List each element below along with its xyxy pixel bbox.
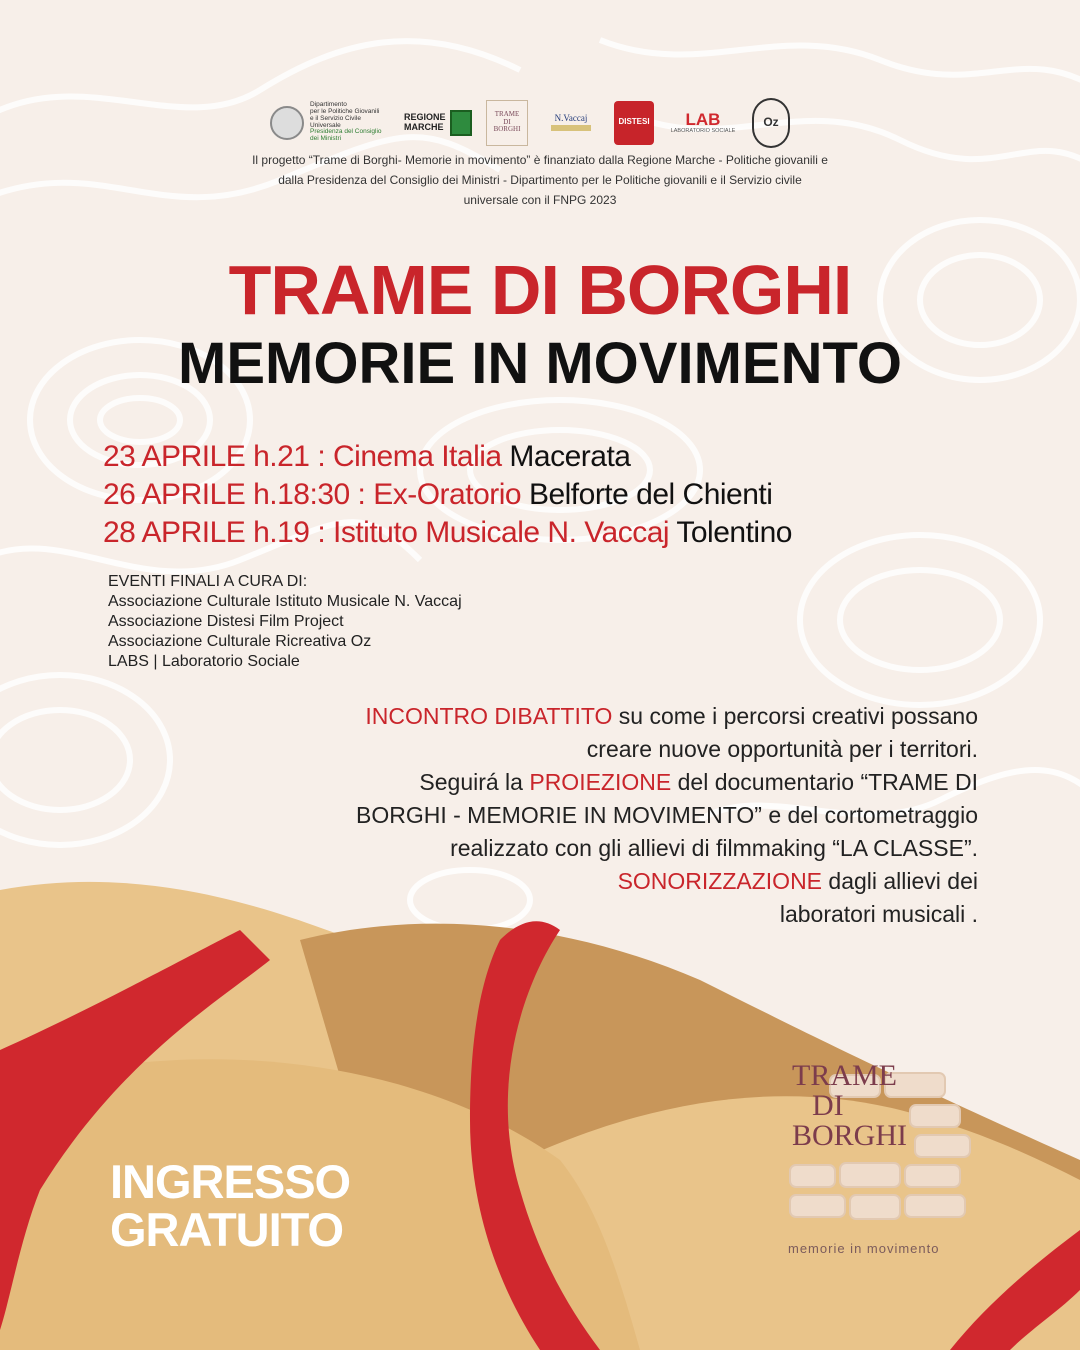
trame-di-borghi-small-logo: TRAME DI BORGHI: [486, 100, 528, 146]
free-entry-line-1: INGRESSO: [110, 1155, 351, 1208]
event-item: [103, 438, 792, 476]
regione-marche-logo: REGIONE MARCHE: [404, 100, 472, 146]
organizers-block: [108, 572, 462, 672]
description-text: creare nuove opportunità per i territori.: [586, 736, 978, 762]
vaccaj-emblem-icon: [551, 125, 591, 131]
event-date: 28 APRILE h.19 :: [103, 516, 326, 549]
description-text: laboratori musicali .: [779, 901, 978, 927]
organizers-heading: EVENTI FINALI A CURA DI:: [108, 573, 308, 590]
highlight-proiezione: PROIEZIONE: [529, 769, 672, 795]
highlight-sonorizzazione: SONORIZZAZIONE: [617, 868, 823, 894]
event-date: 23 APRILE h.21 :: [103, 440, 326, 473]
regione-marche-emblem-icon: [450, 110, 472, 136]
free-entry-line-2: GRATUITO: [110, 1203, 344, 1256]
brand-tagline: memorie in movimento: [788, 1241, 940, 1256]
sponsor-logos-row: [270, 95, 830, 150]
brand-name: TRAME DI BORGHI: [792, 1059, 908, 1152]
organizer-item: Associazione Culturale Ricreativa Oz: [108, 633, 372, 650]
event-venue: Ex-Oratorio: [373, 478, 522, 511]
description-text: realizzato con gli allievi di filmmaking “LA CLASSE”.: [450, 835, 978, 861]
event-schedule: [103, 438, 792, 552]
event-city: Tolentino: [676, 516, 792, 549]
organizer-item: Associazione Distesi Film Project: [108, 613, 344, 630]
event-city: Belforte del Chienti: [528, 478, 773, 511]
funding-statement: Il progetto “Trame di Borghi- Memorie in movimento” è finanziato dalla Regione Marche - Politiche giovanili e dalla Presidenza del Consiglio dei Ministri - Dipartimento per le Politiche giovanili e il Servizio civile universale con il FNPG 2023: [252, 153, 828, 207]
organizer-item: LABS | Laboratorio Sociale: [108, 653, 300, 670]
vaccaj-institute-logo: N.Vaccaj: [542, 100, 600, 146]
free-entry-label: [110, 1155, 351, 1256]
description-text: Seguirá la: [419, 769, 530, 795]
distesi-logo: DISTESI: [614, 101, 654, 145]
trame-di-borghi-brand-logo: [770, 1055, 980, 1265]
organizer-item: Associazione Culturale Istituto Musicale N. Vaccaj: [108, 593, 462, 610]
description-text: dagli allievi dei: [822, 868, 978, 894]
event-venue: Cinema Italia: [333, 440, 502, 473]
event-item: [103, 514, 792, 552]
description-text: su come i percorsi creativi possano: [612, 703, 978, 729]
italian-republic-emblem-icon: [270, 106, 304, 140]
description-text: BORGHI - MEMORIE IN MOVIMENTO” e del cortometraggio: [356, 802, 978, 828]
dipartimento-logo: [270, 100, 390, 146]
highlight-incontro: INCONTRO DIBATTITO: [365, 703, 613, 729]
oz-logo: Oz: [752, 98, 790, 148]
event-item: [103, 476, 792, 514]
event-city: Macerata: [509, 440, 631, 473]
event-venue: Istituto Musicale N. Vaccaj: [333, 516, 670, 549]
dipartimento-logo-text: Dipartimento per le Politiche Giovanili e il Servizio Civile Universale Presidenza del Consiglio dei Ministri: [310, 101, 382, 143]
page-subtitle: MEMORIE IN MOVIMENTO: [178, 331, 902, 396]
labs-logo: LAB LABORATORIO SOCIALE: [670, 109, 736, 134]
page-title: TRAME DI BORGHI: [228, 251, 852, 329]
event-date: 26 APRILE h.18:30 :: [103, 478, 366, 511]
description-text: del documentario “TRAME DI: [671, 769, 978, 795]
